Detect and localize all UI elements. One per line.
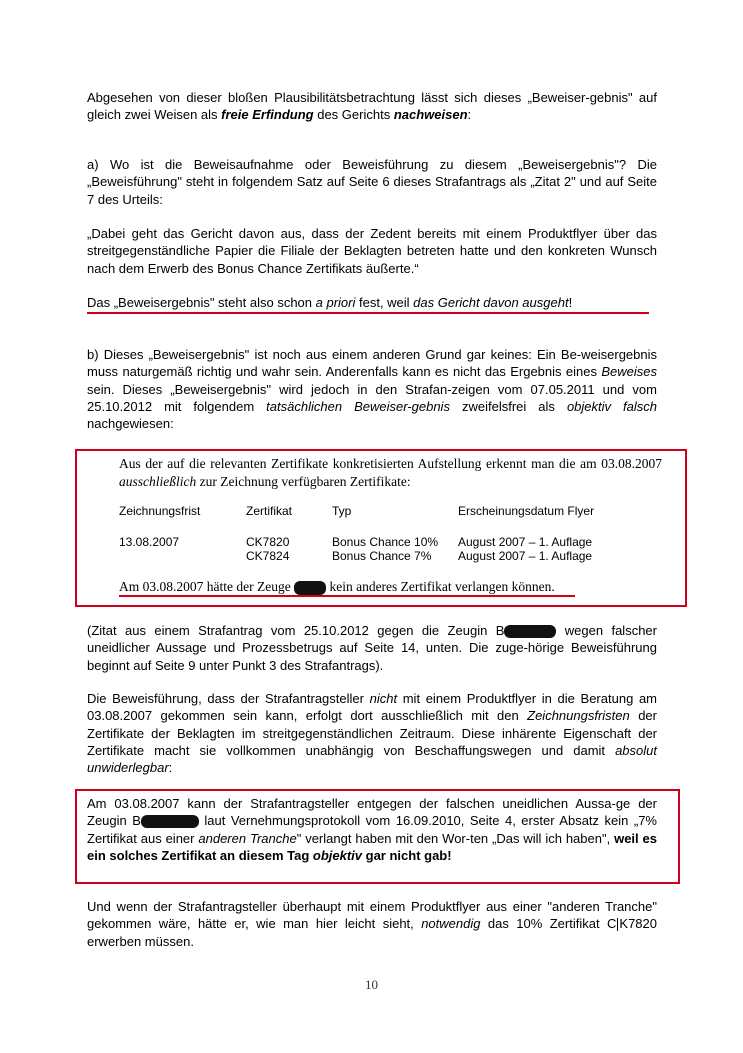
redaction-block [294, 581, 326, 595]
text: Aus der auf die relevanten Zertifikate konkretisierten Aufstellung erkennt man die am 03.08.2007 [119, 456, 662, 471]
text: mit einem Produktflyer in die Beratung am 03.08.2007 gekommen sein kann, erfolgt dort ausschließlich mit den [87, 691, 661, 724]
table-header-certificate: Zertifikat [246, 504, 293, 518]
text: : [168, 760, 173, 776]
paragraph-b [87, 346, 661, 432]
text: : [467, 107, 472, 123]
paragraph-court-quote [87, 225, 661, 277]
paragraph-final [87, 898, 661, 950]
bold-text: gar nicht gab! [362, 847, 452, 863]
table-header-flyer-date: Erscheinungsdatum Flyer [458, 504, 595, 518]
text: Die Beweisführung, dass der Strafantragsteller [87, 691, 370, 706]
text: laut Vernehmungsprotokoll vom 16.09.2010, Seite 4, erster Absatz kein „7% Zertifikat aus einer [87, 813, 661, 846]
table-cell: CK7820 [246, 535, 290, 549]
emphasis-text: a priori [315, 295, 356, 310]
emphasis-text: objektiv falsch [566, 398, 657, 414]
paragraph-a [87, 156, 661, 208]
bold-text: weil es ein solches Zertifikat an diesem Tag [87, 830, 661, 863]
text: Am 03.08.2007 kann der Strafantragsteller entgegen der falschen uneidlichen Aussa-ge der Zeugin B [87, 796, 661, 829]
emphasis-text: nachweisen [393, 107, 468, 123]
text: nachgewiesen: [87, 398, 661, 432]
emphasis-text: ausschließlich [119, 474, 197, 489]
emphasis-text: Beweises [601, 364, 657, 380]
paragraph-a-priori [87, 294, 657, 311]
redaction-block [504, 625, 556, 638]
text: Abgesehen von dieser bloßen Plausibilitätsbetrachtung lässt sich dieses „Beweiser-gebnis" auf gleich zwei Weisen als [87, 90, 661, 123]
emphasis-text: notwendig [421, 916, 481, 932]
table-cell: August 2007 – 1. Auflage [458, 535, 593, 549]
red-underline [119, 595, 575, 597]
quote-intro [119, 455, 662, 491]
text: b) Dieses „Beweisergebnis" ist noch aus einem anderen Grund gar keines: Ein Be-weisergebnis muss naturgemäß richtig und wahr sein. Anderenfalls kann es nicht das Ergebnis eines [87, 347, 661, 380]
text: ! [568, 295, 573, 310]
table-cell: 13.08.2007 [119, 535, 180, 549]
emphasis-text: tatsächlichen Beweiser-gebnis [266, 398, 450, 414]
text: Am 03.08.2007 hätte der Zeuge [119, 579, 295, 594]
table-cell: Bonus Chance 10% [332, 535, 439, 549]
text: wegen falscher uneidlicher Aussage und Prozessbetrugs auf Seite 14, unten. Die zuge-hörige Beweisführung beginnt auf Seite 9 unter Punkt 3 des Strafantrags). [87, 623, 661, 673]
page-number: 10 [365, 977, 378, 992]
text: sein. Dieses „Beweisergebnis" wird jedoch in den Strafan-zeigen vom 07.05.2011 und vom 25.10.2012 mit folgendem [87, 364, 661, 414]
redaction-block [141, 815, 199, 828]
text: " verlangt haben mit den Wor-ten „Das will ich haben", [296, 830, 615, 846]
text: a) Wo ist die Beweisaufnahme oder Beweisführung zu diesem „Beweisergebnis"? Die „Beweisführung" steht in folgendem Satz auf Seite 6 dieses Strafantrags als „Zitat 2" und auf Seite 7 des Urteils: [87, 157, 661, 207]
emphasis-text: Zeichnungsfristen [527, 708, 630, 724]
emphasis-text: freie Erfindung [221, 107, 314, 123]
text: zweifelsfrei als [449, 398, 567, 414]
text: der Zertifikate der Beklagten im streitgegenständlichen Zeitraum. Diese inhärente Eigenschaft der Zertifikate macht sie vollkommen unabhängig von Beschaffungswegen und damit [87, 708, 661, 758]
text: das 10% Zertifikat C [480, 916, 617, 932]
paragraph-conclusion [87, 795, 661, 864]
table-cell: CK7824 [246, 549, 290, 563]
text: (Zitat aus einem Strafantrag vom 25.10.2012 gegen die Zeugin B [87, 623, 505, 638]
emphasis-text: objektiv [312, 847, 363, 863]
text: Und wenn der Strafantragsteller überhaupt mit einem Produktflyer aus einer "anderen Tranche" gekommen wäre, hätte er, wie man hier leicht sieht, [87, 899, 661, 932]
emphasis-text: das Gericht davon ausgeht [413, 295, 569, 310]
text: K7820 erwerben müssen. [87, 916, 661, 949]
quote-outro [119, 578, 599, 596]
table-cell: August 2007 – 1. Auflage [458, 549, 593, 563]
paragraph-intro [87, 89, 661, 124]
table-header-type: Typ [332, 504, 352, 518]
text: Das „Beweisergebnis" steht also schon [87, 295, 316, 310]
paragraph-citation [87, 622, 661, 674]
text: „Dabei geht das Gericht davon aus, dass der Zedent bereits mit einem Produktflyer über das streitgegenständliche Papier die Filiale der Beklagten betreten hatte und den konkreten Wunsch nach dem Erwerb des Bonus Chance Zertifikats äußerte.“ [87, 226, 661, 276]
emphasis-text: nicht [369, 691, 398, 706]
table-header-subscription: Zeichnungsfrist [119, 504, 201, 518]
table-cell: Bonus Chance 7% [332, 549, 432, 563]
text: zur Zeichnung verfügbaren Zertifikate: [196, 474, 411, 489]
text: fest, weil [355, 295, 414, 310]
emphasis-text: absolut unwiderlegbar [87, 742, 661, 776]
text: kein anderes Zertifikat verlangen können. [326, 579, 555, 594]
paragraph-evidence [87, 690, 661, 776]
text: des Gerichts [313, 107, 394, 123]
emphasis-text: anderen Tranche [198, 830, 297, 846]
red-underline [87, 312, 649, 314]
